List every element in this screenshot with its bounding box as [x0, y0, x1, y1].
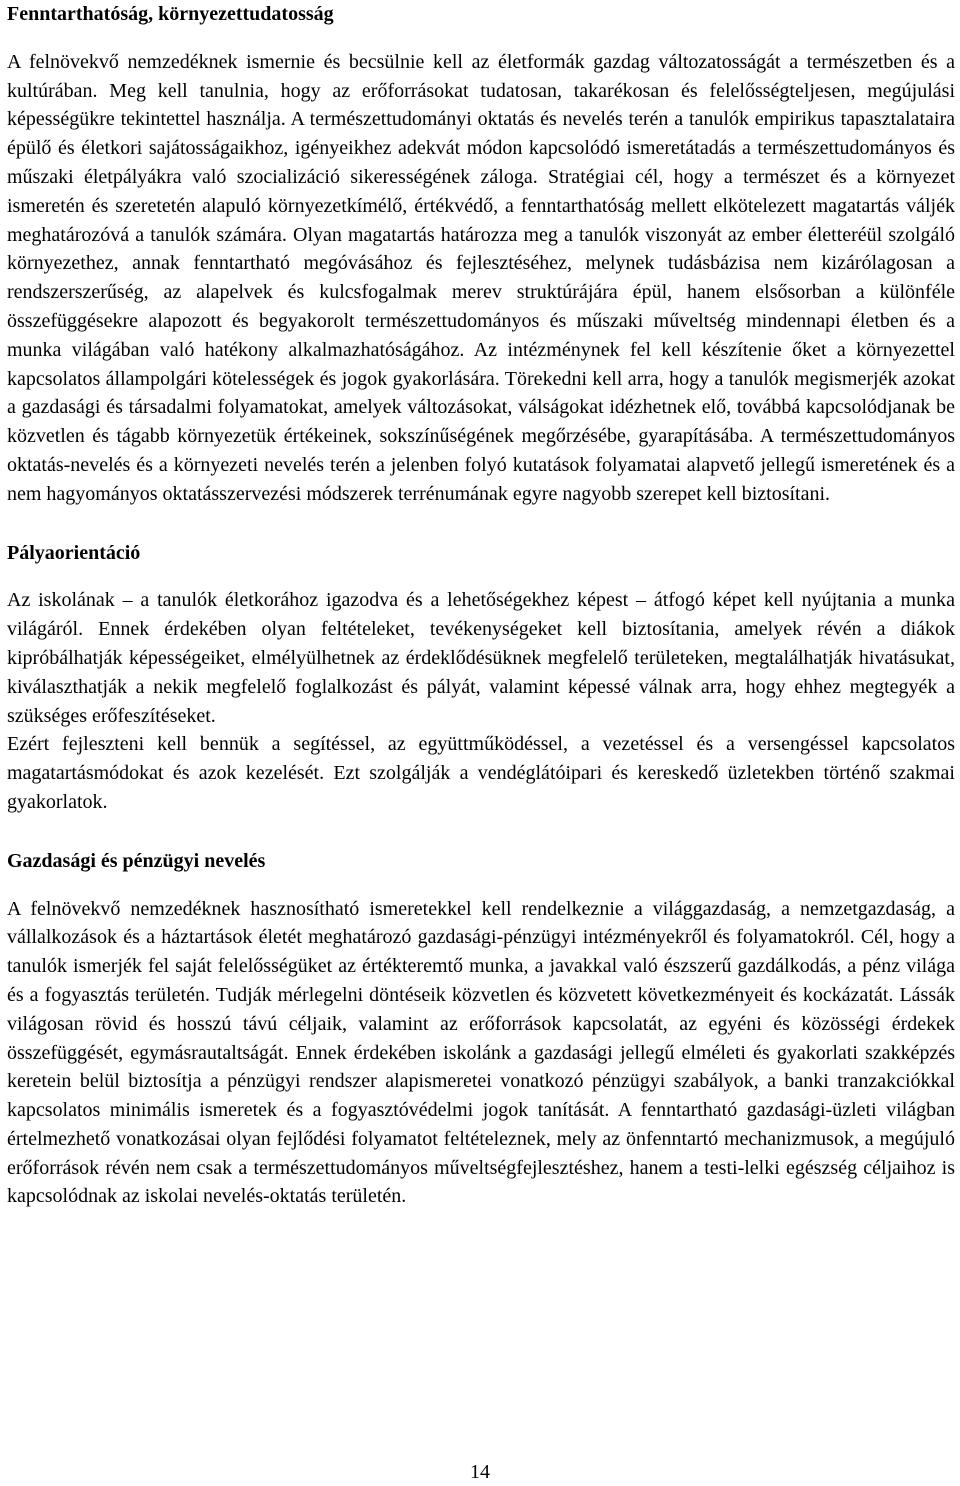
paragraph-career-orientation-1: Az iskolának – a tanulók életkorához igazodva és a lehetőségekhez képest – átfogó képet kell nyújtania a munka világáról. Ennek érdekében olyan feltételeket, tevékenységeket kell biztosítania, amelyek révén a diákok kipróbálhatják képességeiket, elmélyülhetnek az érdeklődésüknek megfelelő területeken, megtalálhatják hivatásukat, kiválaszthatják a nekik megfelelő foglalkozást és pályát, valamint képessé válnak arra, hogy ehhez megtegyék a szükséges erőfeszítéseket. — [7, 589, 955, 727]
paragraph-career-orientation-2: Ezért fejleszteni kell bennük a segítéssel, az együttműködéssel, a vezetéssel és a versengéssel kapcsolatos magatartásmódokat és azok kezelését. Ezt szolgálják a vendéglátóipari és kereskedő üzletekben történő szakmai gyakorlatok. — [7, 733, 955, 813]
page-number: 14 — [470, 1461, 490, 1483]
paragraph-economic-financial-education: A felnövekvő nemzedéknek hasznosítható ismeretekkel kell rendelkeznie a világgazdaság, a nemzetgazdaság, a vállalkozások és a háztartások életét meghatározó gazdasági-pénzügyi intézményekről és folyamatokról. Cél, hogy a tanulók ismerjék fel saját felelősségüket az értékteremtő munka, a javakkal való észszerű gazdálkodás, a pénz világa és a fogyasztás területén. Tudják mérlegelni döntéseik közvetlen és közvetett következményeit és kockázatát. Lássák világosan rövid és hosszú távú céljaik, valamint az erőforrások kapcsolatát, az egyéni és közösségi érdekek összefüggését, egymásrautaltságát. Ennek érdekében iskolánk a gazdasági jellegű elméleti és gyakorlati szakképzés keretein belül biztosítja a pénzügyi rendszer alapismeretei vonatkozó pénzügyi szabályok, a banki tranzakciókkal kapcsolatos minimális ismeretek és a fogyasztóvédelmi jogok tanítását. A fenntartható gazdasági-üzleti világban értelmezhető vonatkozásai olyan fejlődési folyamatot feltételeznek, mely az önfenntartó mechanizmusok, a megújuló erőforrások révén nem csak a természettudományos műveltségfejlesztéshez, hanem a testi-lelki egészség céljaihoz is kapcsolódnak az iskolai nevelés-oktatás területén. — [7, 897, 955, 1208]
section-heading-career-orientation: Pályaorientáció — [7, 541, 141, 564]
document-page — [7, 0, 955, 1211]
paragraph-sustainability: A felnövekvő nemzedéknek ismernie és becsülnie kell az életformák gazdag változatosságát a természetben és a kultúrában. Meg kell tanulnia, hogy az erőforrásokat tudatosan, takarékosan és felelősségteljesen, megújulási képességükre tekintettel használja. A természettudományi oktatás és nevelés terén a tanulók empirikus tapasztalataira épülő és életkori sajátosságaikhoz, igényeikhez adekvát módon kapcsolódó ismeretátadás a természettudományos és műszaki életpályákra való szocializáció sikerességének záloga. Stratégiai cél, hogy a természet és a környezet ismeretén és szeretetén alapuló környezetkímélő, értékvédő, a fenntarthatóság mellett elkötelezett magatartás váljék meghatározóvá a tanulók számára. Olyan magatartás határozza meg a tanulók viszonyát az ember életteréül szolgáló környezethez, annak fenntartható megóvásához és fejlesztéséhez, melynek tudásbázisa nem kizárólagosan a rendszerszerűség, az alapelvek és kulcsfogalmak merev struktúrájára épül, hanem elsősorban a különféle összefüggésekre alapozott és begyakorolt természettudományos és műszaki műveltség mindennapi életben és a munka világában való hatékony alkalmazhatóságához. Az intézménynek fel kell készítenie őket a környezettel kapcsolatos állampolgári kötelességek és jogok gyakorlására. Törekedni kell arra, hogy a tanulók megismerjék azokat a gazdasági és társadalmi folyamatokat, amelyek változásokat, válságokat idézhetnek elő, továbbá kapcsolódjanak be közvetlen és tágabb környezetük értékeinek, sokszínűségének megőrzésébe, gyarapításába. A természettudományos oktatás-nevelés és a környezeti nevelés terén a jelenben folyó kutatások folyamatai alapvető jellegű ismeretének és a nem hagyományos oktatásszervezési módszerek terrénumának egyre nagyobb szerepet kell biztosítani. — [7, 50, 955, 505]
section-heading-sustainability: Fenntarthatóság, környezettudatosság — [7, 3, 334, 25]
section-heading-economic-financial-education: Gazdasági és pénzügyi nevelés — [7, 849, 266, 872]
